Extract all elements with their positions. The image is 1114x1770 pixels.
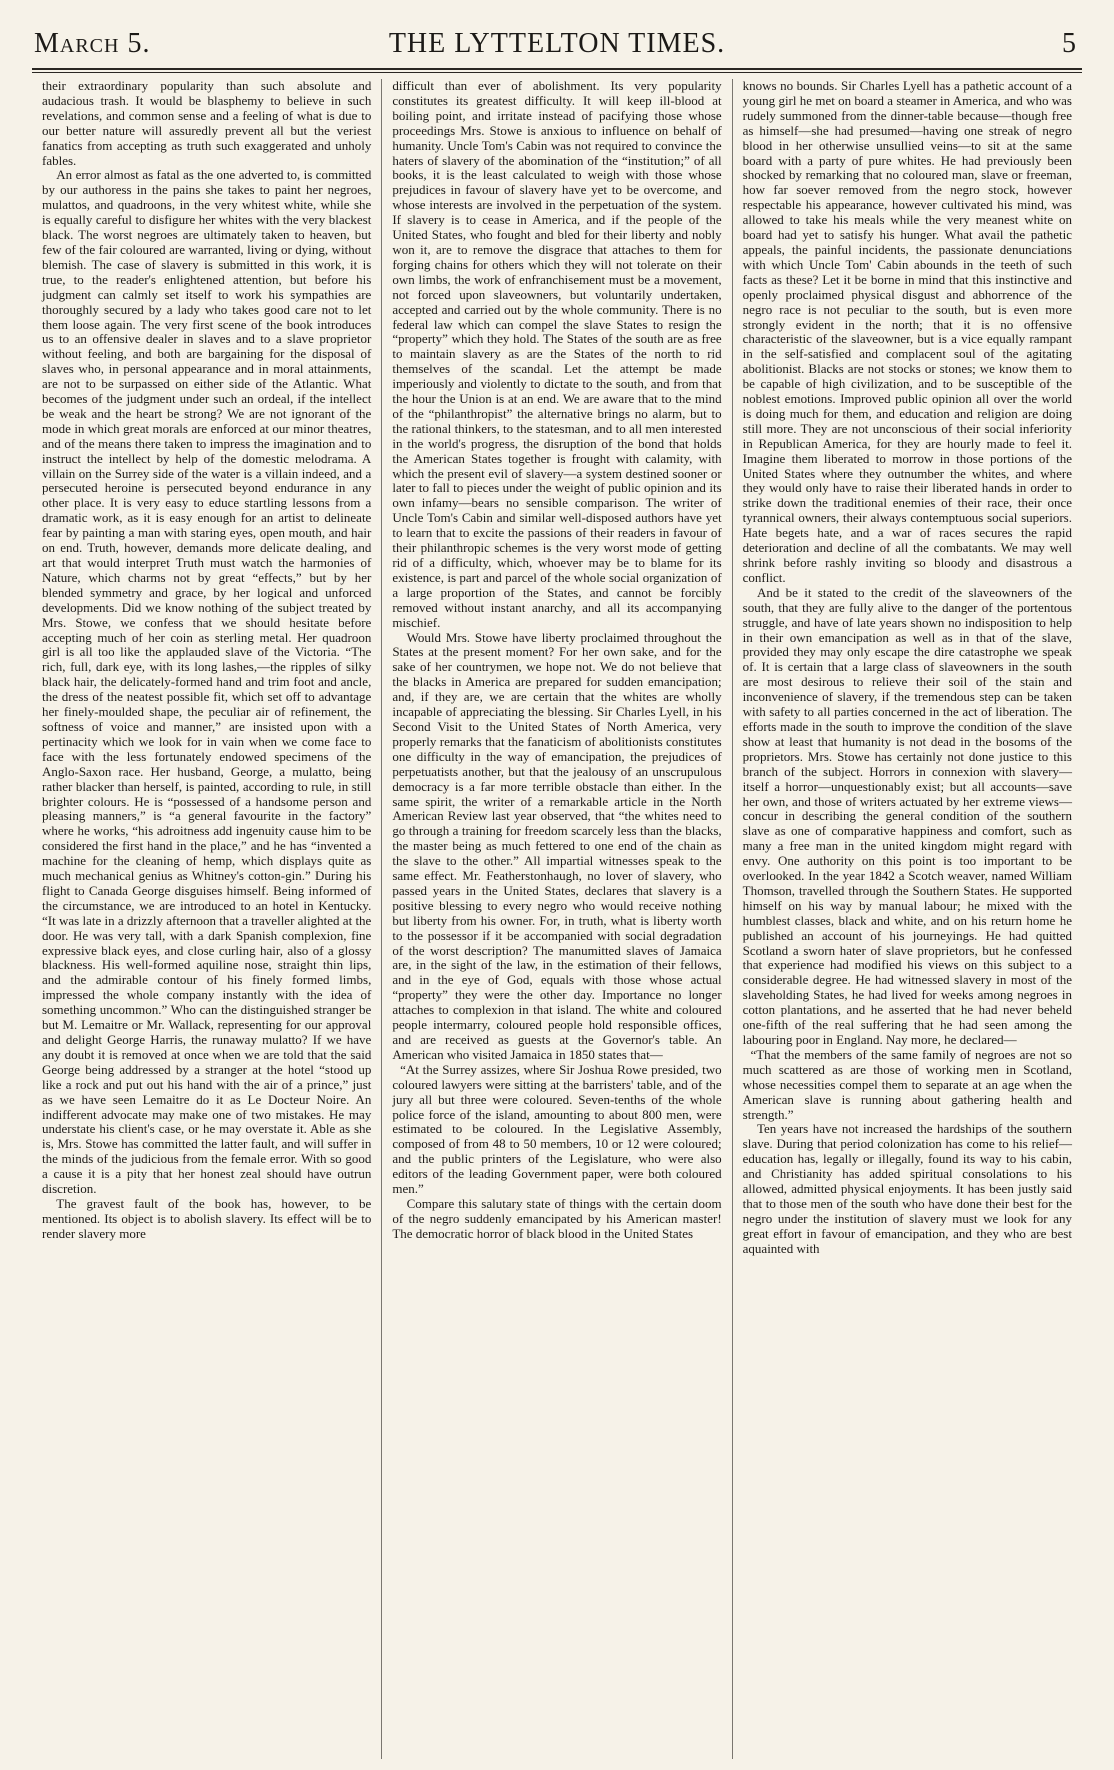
header-rule (32, 68, 1082, 70)
paragraph: Would Mrs. Stowe have liberty proclaimed throughout the States at the present moment? For her own sake, and for the sake of her countrymen, we hope not. We do not believe that the blacks in America are prepared for sudden emancipation; and, if they are, we are certain that the whites are wholly incapable of appreciating the blessing. Sir Charles Lyell, in his Second Visit to the United States of North America, very properly remarks that the fanaticism of abolitionists constitutes one difficulty in the way of emancipation, the prejudices of perpetuatists another, but that the jealousy of an unscrupulous democracy is a far more terrible obstacle than either. In the same spirit, the writer of a remarkable article in the North American Review last year observed, that “the whites need to go through a training for freedom scarcely less than the blacks, the master being as much fettered to one end of the chain as the slave to the other.” All impartial witnesses speak to the same effect. Mr. Featherstonhaugh, no lover of slavery, who passed years in the United States, declares that slavery is a positive blessing to every negro who would receive nothing but liberty from his owner. For, in truth, what is liberty worth to the possessor if it be accompanied with social degradation of the worst description? The manumitted slaves of Jamaica are, in the sight of the law, in the estimation of their fellows, and in the eye of God, equals with those whose actual “property” they were the other day. Importance no longer attaches to complexion in that island. The white and coloured people intermarry, coloured people hold responsible offices, and are received as guests at the Governor's table. An American who visited Jamaica in 1850 states that— (392, 629, 722, 1062)
newspaper-title: THE LYTTELTON TIMES. (388, 28, 726, 59)
paragraph: knows no bounds. Sir Charles Lyell has a pathetic account of a young girl he met on board a steamer in America, and who was rudely summoned from the dinner-table because—though free as himself—she had presumed—having one streak of negro blood in her otherwise unsullied veins—to sit at the same board with a party of pure whites. He had previously been shocked by remarking that no coloured man, slave or freeman, how far soever removed from the negro stock, however respectable his appearance, however cultivated his mind, was allowed to take his meals while the very meanest white on board had yet to satisfy his hunger. What avail the pathetic appeals, the painful incidents, the passionate denunciations with which Uncle Tom' Cabin abounds in the teeth of such facts as these? Let it be borne in mind that this instinctive and openly proclaimed physical disgust and abhorrence of the negro race is not peculiar to the south, but is even more strongly evident in the north; that it is no offensive characteristic of the slaveowner, but is a vice equally rampant in the self-satisfied and complacent soul of the agitating abolitionist. Blacks are not stocks or stones; we know them to be capable of high civilization, and to be susceptible of the noblest emotions. Improved public opinion all over the world is doing much for them, and education and religion are doing still more. They are not unconscious of their social inferiority in Republican America, for they are hourly made to feel it. Imagine them liberated to morrow in those portions of the United States where they outnumber the whites, and where they would only have to raise their liberated hands in order to strike down the traditional enemies of their race, their once tyrannical owners, their always contemptuous social superiors. Hate begets hate, and a war of races secures the rapid deterioration and decline of all the combatants. We may well shrink before rashly inviting so bloody and disastrous a conflict. (742, 79, 1072, 585)
page-number: 5 (1062, 28, 1076, 59)
issue-date: March 5. (34, 28, 151, 59)
paragraph: An error almost as fatal as the one adverted to, is committed by our authoress in the pains she takes to paint her negroes, mulattos, and quadroons, in the very whitest white, while she is equally careful to disfigure her whites with the very blackest black. The worst negroes are ultimately taken to heaven, but few of the fair coloured are warranted, living or dying, without blemish. The case of slavery is submitted in this work, it is true, to the reader's enlightened attention, but before his judgment can calmly set itself to work his sympathies are thoroughly secured by a lady who takes good care not to let them loose again. The very first scene of the book introduces us to an offensive dealer in slaves and to a slave proprietor without feeling, and both are bargaining for the disposal of slaves who, in personal appearance and in moral attainments, are not to be surpassed on either side of the Atlantic. What becomes of the judgment under such an ordeal, if the intellect be weak and the heart be strong? We are not ignorant of the mode in which great morals are enforced at our minor theatres, and of the means there taken to impress the imagination and to instruct the intellect by help of the domestic melodrama. A villain on the Surrey side of the water is a villain indeed, and a persecuted heroine is persecuted beyond endurance in any other place. It is very easy to educe startling lessons from a dramatic work, as it is easy enough for an artist to delineate fear by painting a man with staring eyes, open mouth, and hair on end. Truth, however, demands more delicate dealing, and art that would interpret Truth must watch the harmonies of Nature, which charms not by great “effects,” but by her blended symmetry and grace, by her logical and unforced developments. Did we know nothing of the subject treated by Mrs. Stowe, we confess that we should hesitate before accepting much of her coin as sterling metal. Her quadroon girl is all too like the applauded slave of the Victoria. “The rich, full, dark eye, with its long lashes,—the ripples of silky black hair, the delicately-formed hand and trim foot and ancle, the dress of the neatest possible fit, which set off to advantage her finely-moulded shape, the peculiar air of refinement, the softness of voice and manner,” are insisted upon with a pertinacity which we look for in vain when we come face to face with the less fortunately endowed specimens of the Anglo-Saxon race. Her husband, George, a mulatto, being rather blacker than herself, is painted, according to rule, in still brighter colours. He is “possessed of a handsome person and pleasing manners,” is “a general favourite in the factory” where he works, “his adroitness add ingenuity cause him to be considered the first hand in the place,” and he has “invented a machine for the cleaning of hemp, which displays quite as much mechanical genius as Whitney's cotton-gin.” During his flight to Canada George disguises himself. Being informed of the circumstance, we are introduced to an hotel in Kentucky. “It was late in a drizzly afternoon that a traveller alighted at the door. He was very tall, with a dark Spanish complexion, fine expressive black eyes, and close curling hair, also of a glossy blackness. His well-formed aquiline nose, straight thin lips, and the admirable contour of his finely formed limbs, impressed the whole company instantly with the idea of something uncommon.” Who can the distinguished stranger be but M. Lemaitre or Mr. Wallack, representing for our approval and delight George Harris, the runaway mulatto? If we have any doubt it is removed at once when we are told that the said George being addressed by a stranger at the hotel “stood up like a rock and put out his hand with the air of a prince,” just as we have seen Lemaitre do it as Le Docteur Noire. An indifferent advocate may make one of two mistakes. He may understate his client's case, or he may overstate it. Able as she is, Mrs. Stowe has committed the latter fault, and will suffer in the minds of the judicious from the female error. With so good a cause it is a pity that her honest zeal should have outrun discretion. (42, 167, 372, 1197)
paragraph: Compare this salutary state of things with the certain doom of the negro suddenly emancipated by his American master! The democratic horror of black blood in the United States (392, 1195, 722, 1241)
masthead (32, 22, 1082, 68)
column-1 (32, 79, 381, 1759)
quoted-paragraph: “At the Surrey assizes, where Sir Joshua Rowe presided, two coloured lawyers were sitting at the barristers' table, and of the jury all but three were coloured. Seven-tenths of the whole police force of the island, amounting to about 800 men, were estimated to be coloured. In the Legislative Assembly, composed of from 48 to 50 members, 10 or 12 were coloured; and the public printers of the Legislature, who were also editors of the leading Government paper, were both coloured men.” (392, 1061, 722, 1197)
column-2 (381, 79, 731, 1759)
quoted-paragraph: “That the members of the same family of negroes are not so much scattered as are those of working men in Scotland, whose necessities compel them to separate at an age when the American slave is running about gathering health and strength.” (742, 1046, 1072, 1122)
article-columns (32, 79, 1082, 1759)
paragraph: difficult than ever of abolishment. Its very popularity constitutes its greatest difficulty. It will keep ill-blood at boiling point, and irritate instead of pacifying those whose proceedings Mrs. Stowe is anxious to influence on behalf of humanity. Uncle Tom's Cabin was not required to convince the haters of slavery of the abomination of the “institution;” of all books, it is the least calculated to weigh with those whose prejudices in favour of slavery have yet to be overcome, and whose interests are involved in the perpetuation of the system. If slavery is to cease in America, and if the people of the United States, who fought and bled for their liberty and nobly won it, are to remove the disgrace that attaches to them for forging chains for others which they will not tolerate on their own limbs, the work of enfranchisement must be a movement, not forced upon slaveowners, but voluntarily undertaken, accepted and carried out by the whole community. There is no federal law which can compel the slave States to resign the “property” which they hold. The States of the south are as free to maintain slavery as are the States of the north to rid themselves of the scandal. Let the attempt be made imperiously and violently to dictate to the south, and from that the hour the Union is at an end. We are aware that to the mind of the “philanthropist” the alternative brings no alarm, but to the rational thinkers, to the statesman, and to all men interested in the world's progress, the disruption of the bond that holds the American States together is frought with calamity, with which the present evil of slavery—a system destined sooner or later to fall to pieces under the weight of public opinion and its own infamy—bears no sensible comparison. The writer of Uncle Tom's Cabin and similar well-disposed authors have yet to learn that to excite the passions of their readers in favour of their philanthropic schemes is the very worst mode of getting rid of a difficulty, which, whoever may be to blame for its existence, is part and parcel of the whole social organization of a large proportion of the States, and cannot be forcibly removed without instant anarchy, and all its accompanying mischief. (392, 79, 722, 630)
paragraph: their extraordinary popularity than such absolute and audacious trash. It would be blasphemy to believe in such revelations, and common sense and a feeling of what is due to our better nature will assuredly prevent all but the veriest fanatics from accepting as truth such exaggerated and unholy fables. (42, 79, 372, 168)
header-rule-thin (32, 72, 1082, 73)
column-3 (732, 79, 1082, 1759)
paragraph: And be it stated to the credit of the slaveowners of the south, that they are fully alive to the danger of the portentous struggle, and have of late years shown no indisposition to help in their own emancipation as well as in that of the slave, provided they may only escape the dire catastrophe we speak of. It is certain that a large class of slaveowners in the south are most desirous to relieve their soil of the stain and inconvenience of slavery, if the tremendous step can be taken with safety to all parties concerned in the act of liberation. The efforts made in the south to improve the condition of the slave show at least that humanity is not dead in the bosoms of the proprietors. Mrs. Stowe has certainly not done justice to this branch of the subject. Horrors in connexion with slavery—itself a horror—unquestionably exist; but all accounts—save her own, and those of writers actuated by her extreme views—concur in describing the general condition of the southern slave as one of comparative happiness and comfort, such as many a free man in the united kingdom might regard with envy. One authority on this point is too important to be overlooked. In the year 1842 a Scotch weaver, named William Thomson, travelled through the Southern States. He supported himself on his way by manual labour; he mixed with the humblest classes, black and white, and on his return home he published an account of his journeyings. He had quitted Scotland a sworn hater of slave proprietors, but he confessed that experience had modified his views on this subject to a considerable degree. He had witnessed slavery in most of the slaveholding States, he had lived for weeks among negroes in cotton plantations, and he asserted that he had never beheld one-fifth of the real suffering that he had seen among the labouring poor in England. Nay more, he declared— (742, 584, 1072, 1047)
paragraph: Ten years have not increased the hardships of the southern slave. During that period colonization has come to his relief—education has, legally or illegally, found its way to his cabin, and Christianity has added spiritual consolations to his allowed, admitted physical enjoyments. It has been justly said that to those men of the south who have done their best for the negro under the institution of slavery must we look for any great effort in favour of emancipation, and they who are best aquainted with (742, 1121, 1072, 1256)
paragraph: The gravest fault of the book has, however, to be mentioned. Its object is to abolish slavery. Its effect will be to render slavery more (42, 1195, 372, 1241)
